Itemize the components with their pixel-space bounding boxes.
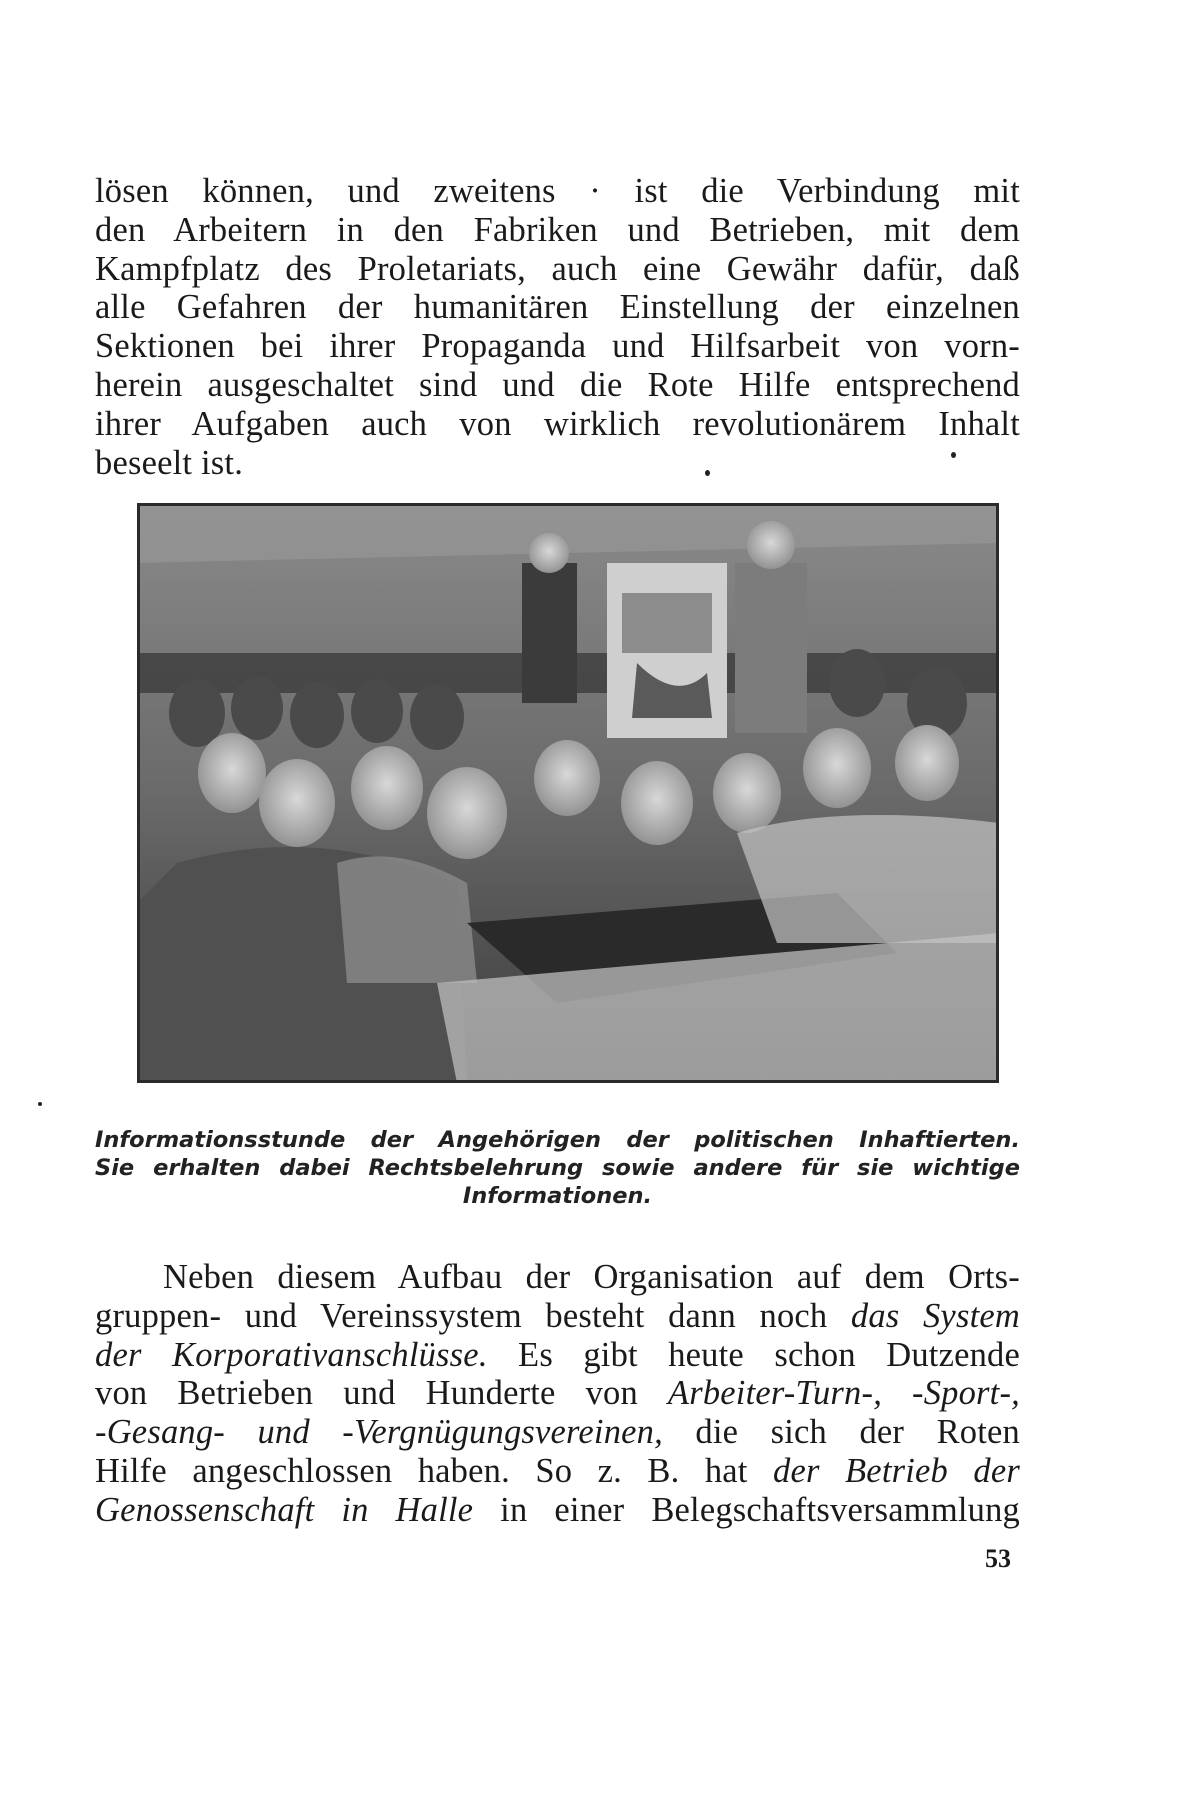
text-line: beseelt ist.: [95, 443, 244, 482]
emphasis-text: Arbeiter-Turn-, -Sport-,: [667, 1374, 1020, 1413]
emphasis-text: das System: [850, 1296, 1020, 1335]
text-line: [95, 1413, 1020, 1452]
text-line: [95, 1452, 1020, 1491]
text-run: die sich der Roten: [662, 1413, 1020, 1452]
photo-poster-print: [622, 593, 712, 653]
stray-ink-mark: [705, 470, 710, 476]
text-run: Hilfe angeschlossen haben. So z. B. hat: [95, 1451, 774, 1490]
emphasis-text: der Betrieb der: [773, 1451, 1020, 1490]
text-line: Sektionen bei ihrer Propaganda und Hilfsarbeit von vorn-: [95, 327, 1020, 366]
caption-line: Informationen.: [462, 1183, 653, 1209]
photo-standing-woman: [735, 563, 807, 733]
text-line: Neben diesem Aufbau der Organisation auf dem Orts-: [163, 1258, 1020, 1296]
text-line: herein ausgeschaltet sind und die Rote Hilfe entsprechend: [95, 365, 1020, 404]
text-line: [95, 1297, 1020, 1336]
photo-standing-man: [522, 563, 577, 703]
text-line: lösen können, und zweitens · ist die Verbindung mit: [95, 172, 1020, 210]
emphasis-text: Genossenschaft in Halle: [95, 1490, 474, 1529]
text-line: alle Gefahren der humanitären Einstellung der einzelnen: [95, 288, 1020, 327]
photo-illustration: [137, 503, 999, 1083]
emphasis-text: der Korporativanschlüsse.: [95, 1335, 488, 1374]
text-run: in einer Belegschaftsversammlung: [473, 1490, 1020, 1529]
photo-head: [529, 533, 569, 573]
body-paragraph: [95, 1258, 1020, 1530]
photo-head: [747, 521, 795, 569]
top-paragraph: [95, 172, 1020, 482]
text-run: gruppen- und Vereinssystem besteht dann noch: [95, 1296, 851, 1335]
photo-caption: [95, 1126, 1020, 1210]
caption-line: Informationsstunde der Angehörigen der politischen Inhaftierten.: [95, 1127, 1020, 1153]
stray-ink-mark: [38, 1102, 42, 1106]
photo-right-figures: [737, 815, 999, 943]
page-number: 53: [985, 1544, 1011, 1573]
emphasis-text: -Gesang- und -Vergnügungsvereinen,: [95, 1413, 663, 1452]
text-line: ihrer Aufgaben auch von wirklich revolutionärem Inhalt: [95, 404, 1020, 443]
text-line: [95, 1491, 1020, 1530]
text-run: Es gibt heute schon Dutzende: [487, 1335, 1021, 1374]
text-line: [95, 1374, 1020, 1413]
caption-line: Sie erhalten dabei Rechtsbelehrung sowie andere für sie wichtige: [95, 1155, 1020, 1181]
stray-ink-mark: [951, 452, 956, 458]
halftone-photograph: [137, 503, 999, 1083]
text-line: den Arbeitern in den Fabriken und Betrieben, mit dem: [95, 210, 1020, 249]
text-line: Kampfplatz des Proletariats, auch eine Gewähr dafür, daß: [95, 249, 1020, 288]
text-run: von Betrieben und Hunderte von: [95, 1374, 668, 1413]
text-line: [95, 1336, 1020, 1375]
